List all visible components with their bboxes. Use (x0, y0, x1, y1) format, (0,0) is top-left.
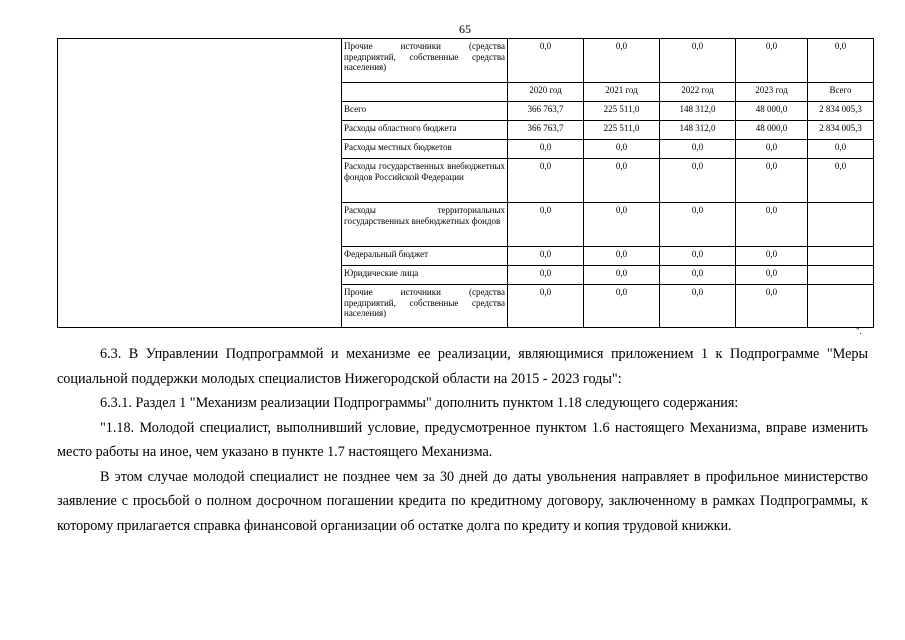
cell-value: 0,0 (660, 39, 736, 83)
year-header: 2023 год (736, 83, 808, 102)
cell-value: 0,0 (736, 159, 808, 203)
cell-value: 0,0 (808, 140, 874, 159)
year-header: Всего (808, 83, 874, 102)
cell-value: 0,0 (508, 39, 584, 83)
year-header: 2020 год (508, 83, 584, 102)
paragraph: 6.3. В Управлении Подпрограммой и механизме ее реализации, являющимися приложением 1 к Подпрограмме "Меры социальной поддержки молодых специалистов Нижегородской области на 2015 - 2023 годы": (57, 346, 868, 387)
row-label: Федеральный бюджет (342, 247, 508, 266)
cell-value: 0,0 (584, 285, 660, 328)
cell-value: 366 763,7 (508, 121, 584, 140)
cell-value: 0,0 (508, 140, 584, 159)
cell-value (808, 247, 874, 266)
cell-value: 148 312,0 (660, 102, 736, 121)
cell-value: 2 834 005,3 (808, 102, 874, 121)
cell-value: 225 511,0 (584, 102, 660, 121)
page-number: 65 (459, 22, 471, 36)
cell-value: 0,0 (584, 266, 660, 285)
cell-value: 0,0 (736, 140, 808, 159)
cell-value: 0,0 (660, 285, 736, 328)
cell-value: 0,0 (508, 203, 584, 247)
cell-value (808, 285, 874, 328)
paragraph: В этом случае молодой специалист не позднее чем за 30 дней до даты увольнения направляет в профильное министерство заявление с просьбой о полном досрочном погашении кредита по кредитному договору, заключенному в рамках Подпрограммы, к которому прилагается справка финансовой организации об остатке долга по кредиту и копия трудовой книжки. (57, 468, 868, 534)
cell-value: 0,0 (584, 247, 660, 266)
cell-value: 0,0 (508, 247, 584, 266)
cell-value: 0,0 (584, 159, 660, 203)
cell-value: 0,0 (584, 203, 660, 247)
cell-value: 0,0 (660, 159, 736, 203)
body-text (57, 342, 868, 538)
cell-value: 0,0 (584, 39, 660, 83)
cell-value: 48 000,0 (736, 102, 808, 121)
cell-value: 48 000,0 (736, 121, 808, 140)
cell-value: 225 511,0 (584, 121, 660, 140)
row-label: Расходы территориальных государственных внебюджетных фондов (342, 203, 508, 247)
cell-value: 0,0 (508, 266, 584, 285)
row-label: Расходы местных бюджетов (342, 140, 508, 159)
row-label: Прочие источники (средства предприятий, собственные средства населения) (342, 285, 508, 328)
row-label: Юридические лица (342, 266, 508, 285)
empty-left-cell (58, 39, 342, 328)
cell-value: 0,0 (736, 39, 808, 83)
cell-value: 0,0 (660, 140, 736, 159)
cell-value: 0,0 (660, 266, 736, 285)
cell-value: 0,0 (736, 203, 808, 247)
year-header: 2021 год (584, 83, 660, 102)
paragraph: 6.3.1. Раздел 1 "Механизм реализации Подпрограммы" дополнить пунктом 1.18 следующего содержания: (100, 395, 739, 411)
cell-value: 366 763,7 (508, 102, 584, 121)
cell-value: 0,0 (508, 285, 584, 328)
cell-value: 0,0 (736, 285, 808, 328)
cell-value: 0,0 (736, 247, 808, 266)
budget-table (57, 38, 874, 328)
cell-value: 0,0 (584, 140, 660, 159)
row-label: Расходы государственных внебюджетных фондов Российской Федерации (342, 159, 508, 203)
cell-value: 2 834 005,3 (808, 121, 874, 140)
cell-value (808, 203, 874, 247)
row-label: Расходы областного бюджета (342, 121, 508, 140)
cell-value: 0,0 (508, 159, 584, 203)
cell-value: 0,0 (660, 247, 736, 266)
cell-value: 0,0 (808, 159, 874, 203)
closing-quote-mark: ". (856, 326, 862, 336)
row-label: Прочие источники (средства предприятий, собственные средства населения) (342, 39, 508, 83)
paragraph: "1.18. Молодой специалист, выполнивший условие, предусмотренное пунктом 1.6 настоящего Механизма, вправе изменить место работы на иное, чем указано в пункте 1.7 настоящего Механизма. (57, 419, 868, 460)
cell-value (808, 266, 874, 285)
table-row (58, 39, 874, 83)
cell-value: 148 312,0 (660, 121, 736, 140)
blank-header-cell (342, 83, 508, 102)
cell-value: 0,0 (736, 266, 808, 285)
year-header: 2022 год (660, 83, 736, 102)
cell-value: 0,0 (808, 39, 874, 83)
row-label: Всего (342, 102, 508, 121)
cell-value: 0,0 (660, 203, 736, 247)
